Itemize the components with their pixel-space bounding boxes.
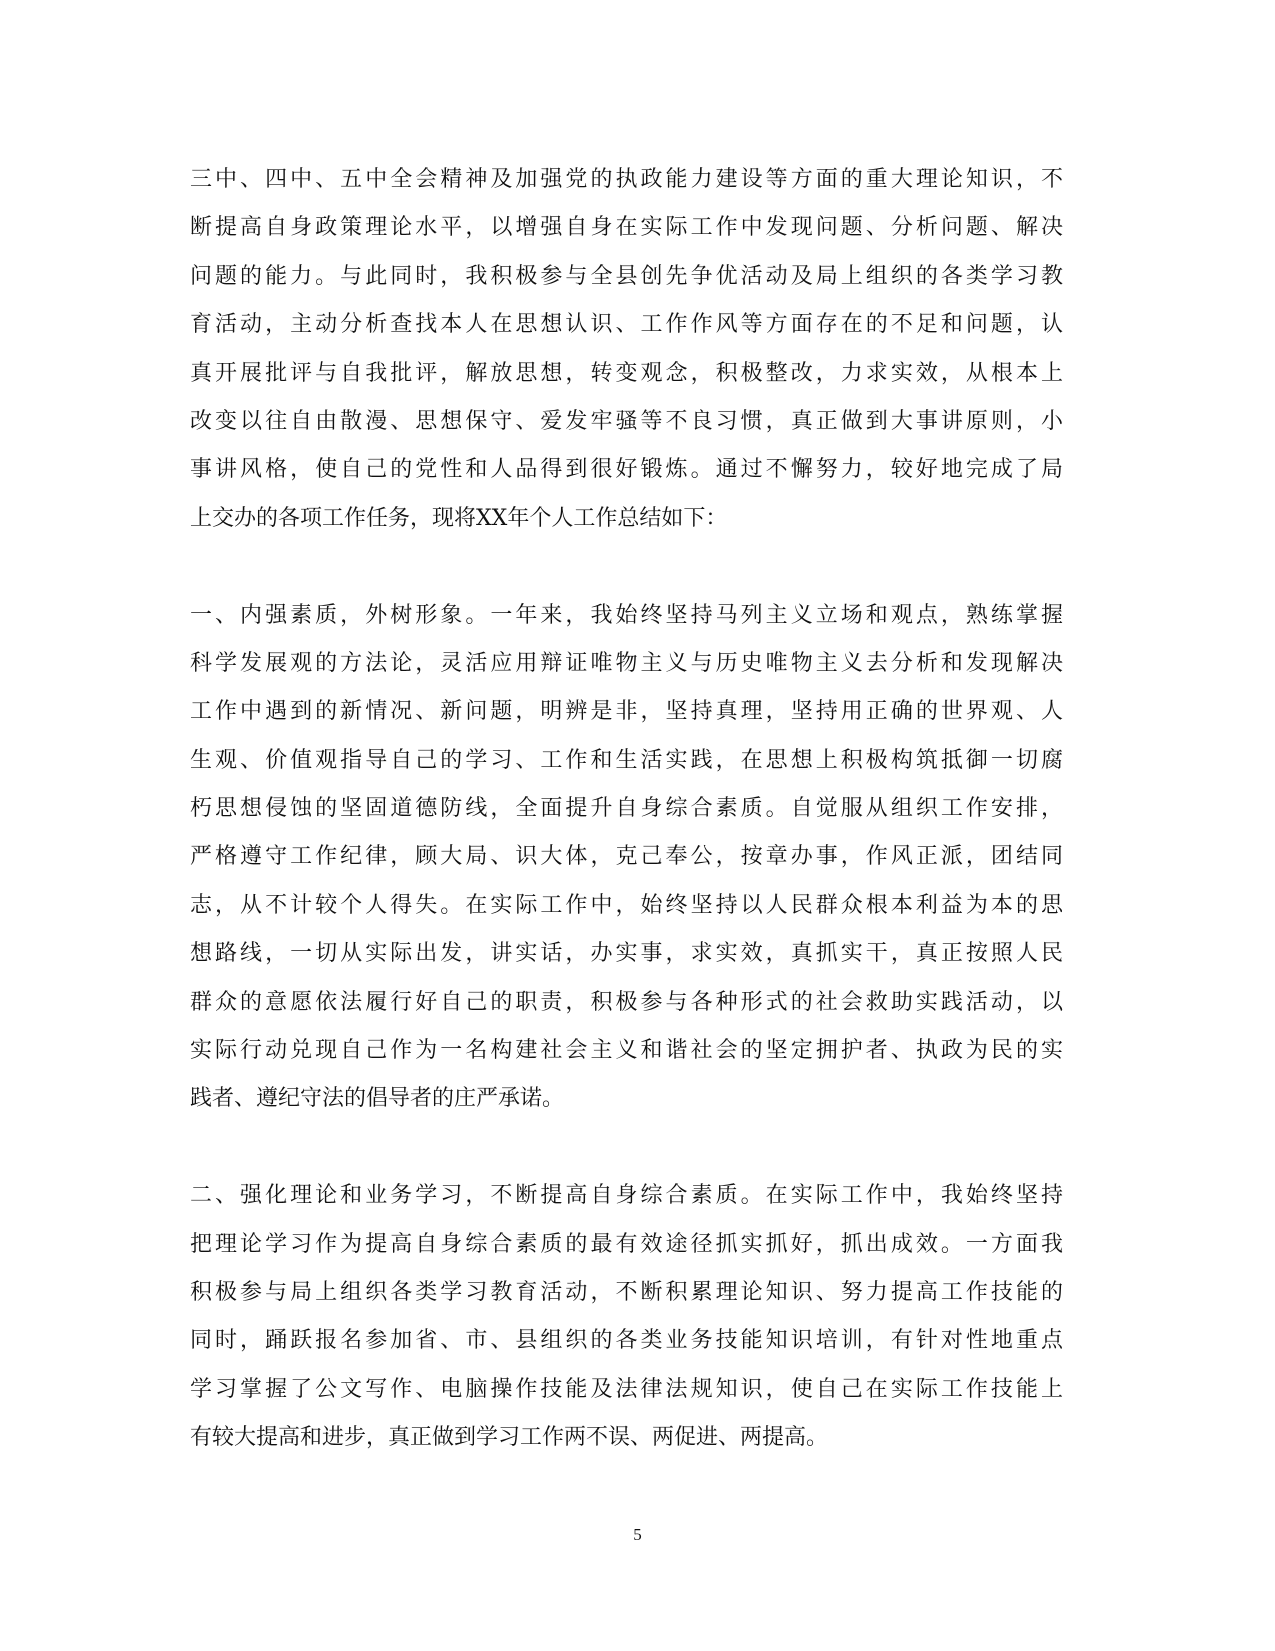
text-line: 有较大提高和进步，真正做到学习工作两不误、两促进、两提高。	[190, 1425, 829, 1451]
text-line: 上交办的各项工作任务，现将XX年个人工作总结如下：	[190, 505, 728, 531]
text-line: 生观、价值观指导自己的学习、工作和生活实践，在思想上积极构筑抵御一切腐	[190, 747, 1063, 773]
text-line: 实际行动兑现自己作为一名构建社会主义和谐社会的坚定拥护者、执政为民的实	[190, 1038, 1063, 1064]
text-line: 把理论学习作为提高自身综合素质的最有效途径抓实抓好，抓出成效。一方面我	[190, 1231, 1063, 1257]
text-line: 群众的意愿依法履行好自己的职责，积极参与各种形式的社会救助实践活动，以	[190, 989, 1063, 1015]
text-line: 断提高自身政策理论水平，以增强自身在实际工作中发现问题、分析问题、解决	[190, 215, 1063, 241]
text-line: 工作中遇到的新情况、新问题，明辨是非，坚持真理，坚持用正确的世界观、人	[190, 699, 1063, 725]
page-number: 5	[633, 1525, 642, 1544]
paragraph-spacer	[190, 543, 1063, 591]
text-line: 真开展批评与自我批评，解放思想，转变观念，积极整改，力求实效，从根本上	[190, 360, 1063, 386]
text-line: 改变以往自由散漫、思想保守、爱发牢骚等不良习惯，真正做到大事讲原则，小	[190, 408, 1063, 434]
text-line: 问题的能力。与此同时，我积极参与全县创先争优活动及局上组织的各类学习教	[190, 263, 1063, 289]
text-line: 一、内强素质，外树形象。一年来，我始终坚持马列主义立场和观点，熟练掌握	[190, 602, 1063, 628]
text-line: 事讲风格，使自己的党性和人品得到很好锻炼。通过不懈努力，较好地完成了局	[190, 457, 1063, 483]
text-line: 志，从不计较个人得失。在实际工作中，始终坚持以人民群众根本利益为本的思	[190, 892, 1063, 918]
paragraph-spacer	[190, 1124, 1063, 1172]
text-line: 践者、遵纪守法的倡导者的庄严承诺。	[190, 1086, 565, 1112]
text-line: 育活动，主动分析查找本人在思想认识、工作作风等方面存在的不足和问题，认	[190, 312, 1063, 338]
paragraph-3	[190, 1172, 1063, 1462]
text-line: 严格遵守工作纪律，顾大局、识大体，克己奉公，按章办事，作风正派，团结同	[190, 844, 1063, 870]
text-line: 二、强化理论和业务学习，不断提高自身综合素质。在实际工作中，我始终坚持	[190, 1183, 1063, 1209]
text-line: 学习掌握了公文写作、电脑操作技能及法律法规知识，使自己在实际工作技能上	[190, 1376, 1063, 1402]
text-line: 积极参与局上组织各类学习教育活动，不断积累理论知识、努力提高工作技能的	[190, 1279, 1063, 1305]
paragraph-2	[190, 592, 1063, 1124]
paragraph-1	[190, 156, 1063, 543]
text-line: 朽思想侵蚀的坚固道德防线，全面提升自身综合素质。自觉服从组织工作安排，	[190, 796, 1063, 822]
text-line: 想路线，一切从实际出发，讲实话，办实事，求实效，真抓实干，真正按照人民	[190, 941, 1063, 967]
text-line: 同时，踊跃报名参加省、市、县组织的各类业务技能知识培训，有针对性地重点	[190, 1328, 1063, 1354]
document-body	[190, 156, 1063, 1463]
text-line: 科学发展观的方法论，灵活应用辩证唯物主义与历史唯物主义去分析和发现解决	[190, 650, 1063, 676]
text-line: 三中、四中、五中全会精神及加强党的执政能力建设等方面的重大理论知识，不	[190, 167, 1063, 192]
